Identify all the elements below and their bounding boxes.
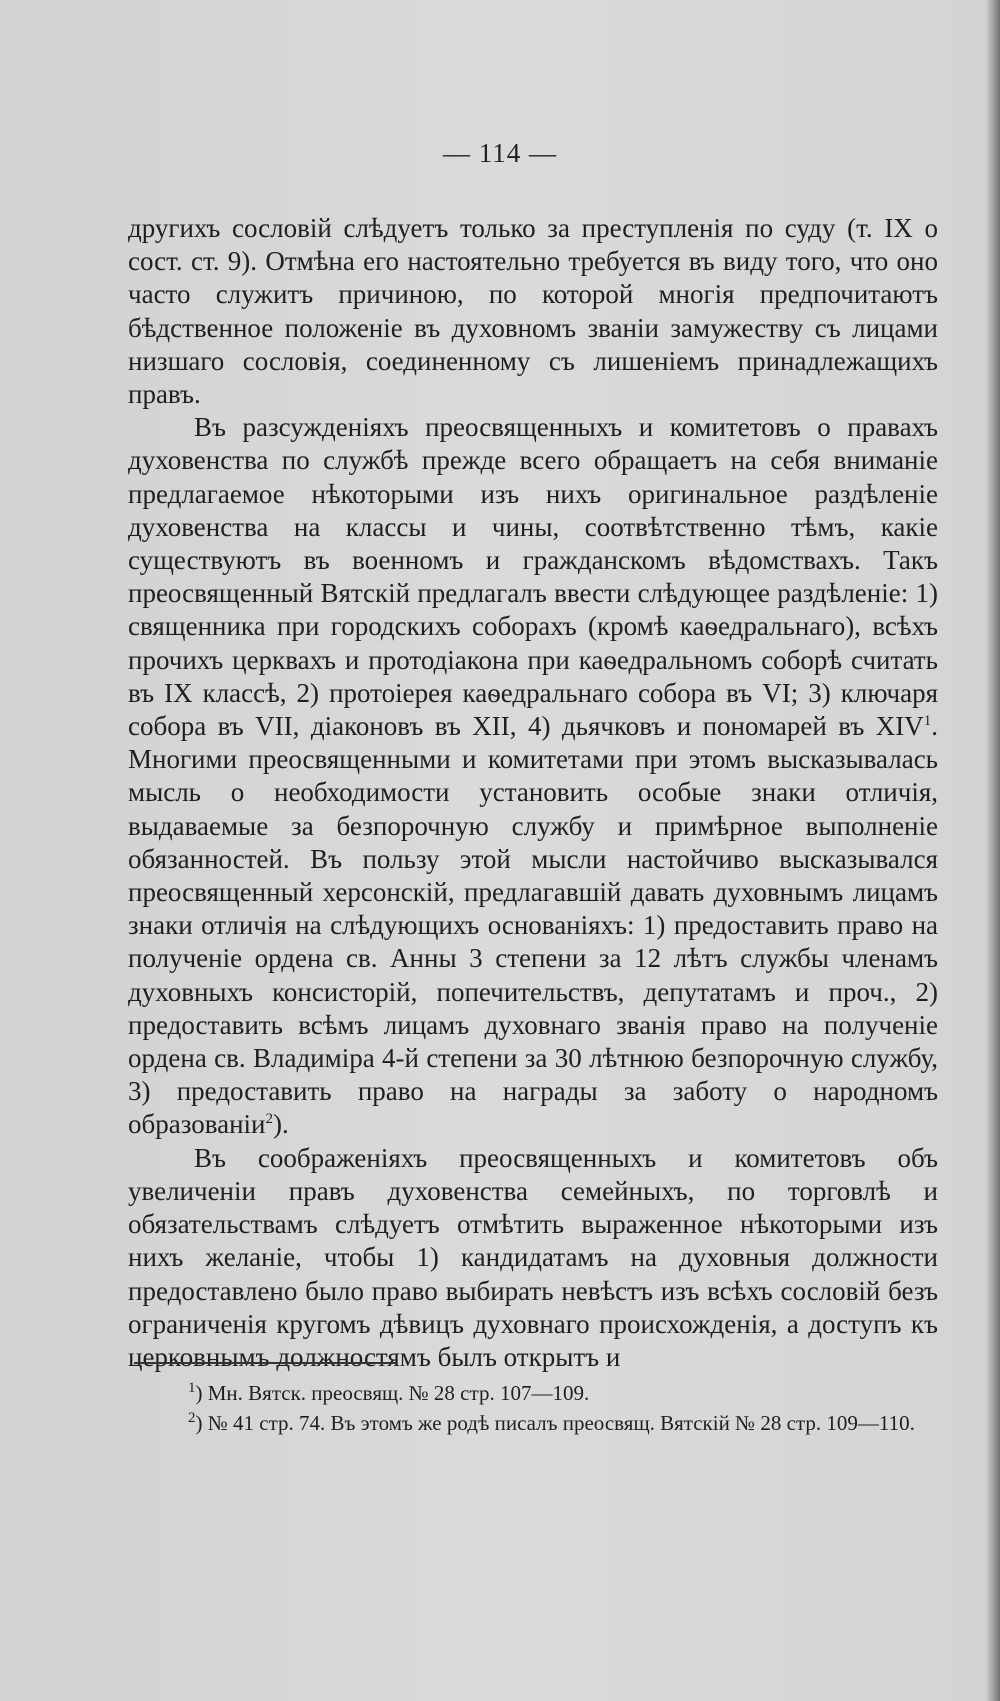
footnote-2-mark: 2 bbox=[188, 1410, 196, 1426]
footnote-1-mark: 1 bbox=[188, 1380, 196, 1396]
footnote-2 bbox=[128, 1408, 938, 1438]
footnote-ref-1: 1 bbox=[923, 713, 932, 730]
page-edge-shadow bbox=[986, 0, 1000, 1701]
footnote-1 bbox=[128, 1378, 938, 1408]
paragraph-3: Въ соображеніяхъ преосвященныхъ и комитетовъ объ увеличеніи правъ духовенства семейныхъ, по торговлѣ и обязательствамъ слѣдуетъ отмѣтить выраженное нѣкоторыми изъ нихъ желаніе, чтобы 1) кандидатамъ на духовныя должности предоставлено было право выбирать невѣстъ изъ всѣхъ сословій безъ ограниченія кругомъ дѣвицъ духовнаго происхожденія, а доступъ къ церковнымъ должностямъ былъ открытъ и bbox=[128, 1142, 938, 1372]
footnote-2-text: ) № 41 стр. 74. Въ этомъ же родѣ писалъ преосвящ. Вятскій № 28 стр. 109—110. bbox=[195, 1411, 915, 1435]
paragraph-2-text: Въ разсужденіяхъ преосвященныхъ и комитетовъ о правахъ духовенства по службѣ прежде всего обращаетъ на себя вниманіе предлагаемое нѣкоторыми изъ нихъ оригинальное раздѣленіе духовенства на классы и чины, соотвѣтственно тѣмъ, какіе существуютъ въ военномъ и гражданскомъ вѣдомствахъ. Такъ преосвященный Вятскій предлагалъ ввести слѣдующее раздѣленіе: 1) священника при городскихъ соборахъ (кромѣ каѳедральнаго), всѣхъ прочихъ церквахъ и протодіакона при каѳедральномъ соборѣ считать въ IX классѣ, 2) протоіерея каѳедральнаго собора въ VI; 3) ключаря собора въ VII, діаконовъ въ XII, 4) дьячковъ и пономарей въ XIV bbox=[128, 412, 938, 742]
paragraph-2-text-final: ). bbox=[273, 1109, 289, 1140]
footnotes bbox=[128, 1378, 938, 1438]
paragraph-1: другихъ сословій слѣдуетъ только за преступленія по суду (т. IX о сост. ст. 9). Отмѣна его настоятельно требуется въ виду того, что оно часто служитъ причиною, по которой многія предпочитаютъ бѣдственное положеніе въ духовномъ званіи замужеству съ лицами низшаго сословія, соединенному съ лишеніемъ принадлежащихъ правъ. bbox=[128, 213, 938, 410]
footnote-divider bbox=[134, 1362, 396, 1364]
paragraph-2 bbox=[128, 411, 938, 1141]
paragraph-2-text-cont: . Многими преосвященными и комитетами при этомъ высказывалась мысль о необходимости установить особые знаки отличія, выдаваемые за безпорочную службу и примѣрное выполненіе обязанностей. Въ пользу этой мысли настойчиво высказывался преосвященный херсонскій, предлагавшій давать духовнымъ лицамъ знаки отличія на слѣдующихъ основаніяхъ: 1) предоставить право на полученіе ордена св. Анны 3 степени за 12 лѣтъ службы членамъ духовныхъ консисторій, попечительствъ, депутатамъ и проч., 2) предоставить всѣмъ лицамъ духовнаго званія право на полученіе ордена св. Владиміра 4-й степени за 30 лѣтнюю безпорочную службу, 3) предоставить право на награды за заботу о народномъ образованіи bbox=[128, 711, 938, 1140]
footnote-ref-2: 2 bbox=[265, 1111, 274, 1128]
footnote-1-text: ) Мн. Вятск. преосвящ. № 28 стр. 107—109. bbox=[195, 1381, 590, 1405]
page-number: — 114 — bbox=[443, 138, 557, 168]
main-text bbox=[128, 212, 938, 1374]
